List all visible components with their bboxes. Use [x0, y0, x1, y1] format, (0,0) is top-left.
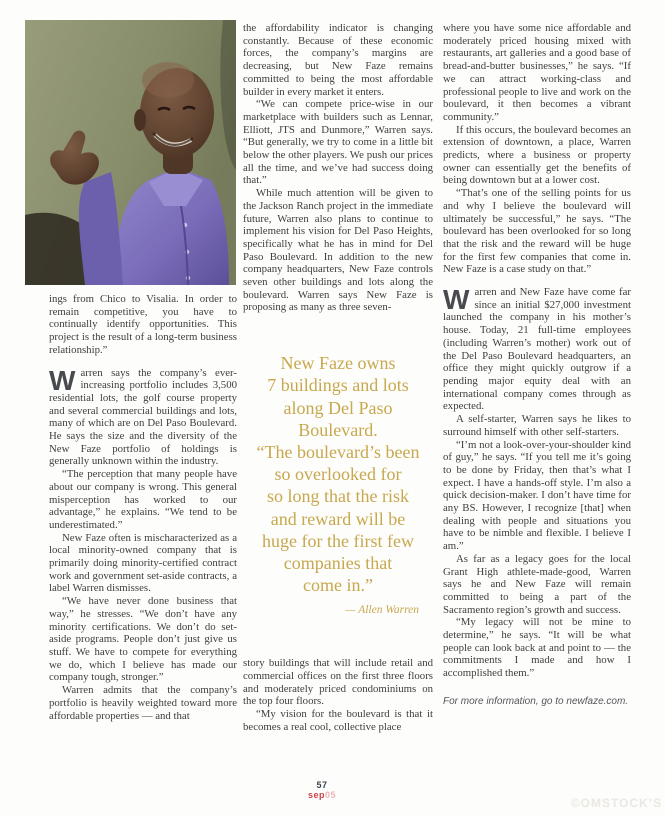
- paragraph: where you have some nice affordable and moderately priced housing mixed with restaurants, art galleries and a good base of bread-and-butter businesses,” he says. “If we can attract working-class and professional people to live and work on the boulevard, it then becomes a vibrant community.”: [443, 22, 631, 123]
- paragraph: Warren admits that the company’s portfolio is heavily weighted toward more affordable properties — and that: [49, 684, 237, 722]
- more-info-note: For more information, go to newfaze.com.: [443, 695, 629, 707]
- paragraph: While much attention will be given to the Jackson Ranch project in the immediate future, Warren also plans to continue to implement his vision for Del Paso Heights, specifically what he has in mind for Del Paso Boulevard. In addition to the new company headquarters, New Faze controls seven other buildings and lots along the boulevard. Warren says New Faze is proposing as many as three seven-: [243, 187, 433, 314]
- paragraph-text: arren says the company’s ever-increasing portfolio includes 3,500 residential lots, the golf course property and several commercial buildings and lots, many of which are on Del Paso Boulevard. He says the size and the diversity of the New Faze portfolio of holdings is generally unknown within the industry.: [49, 366, 237, 468]
- issue-month: sep: [307, 790, 325, 800]
- paragraph: “My vision for the boulevard is that it becomes a real cool, collective place: [243, 707, 433, 733]
- pull-quote-line: so long that the risk: [267, 486, 409, 507]
- pull-quote-line: huge for the first few: [262, 530, 414, 551]
- pull-quote-line: come in.”: [303, 575, 373, 596]
- pull-quote: [243, 352, 433, 596]
- paragraph-dropcap: [49, 364, 237, 469]
- pull-quote-line: so overlooked for: [274, 464, 402, 485]
- paragraph: ings from Chico to Visalia. In order to remain competitive, you have to continually identify opportunities. This project is the result of a long-term business relationship.”: [49, 293, 237, 356]
- pull-quote-line: New Faze owns: [280, 353, 396, 374]
- article-column-2: [243, 22, 433, 733]
- paragraph: “We can compete price-wise in our marketplace with builders such as Lennar, Elliott, JTS and Dunmore,” Warren says. “But generally, we try to come in a little bit below the other players. We push our prices all the time, and we’ve had success doing that.”: [243, 98, 433, 187]
- paragraph: A self-starter, Warren says he likes to surround himself with other self-starters.: [443, 413, 631, 438]
- watermark: ©OMSTOCK’S: [570, 796, 662, 810]
- paragraph: “My legacy will not be mine to determine,” he says. “It will be what people can look back at and point to — the commitments I made and how I accomplished them.”: [443, 616, 631, 680]
- page-footer: [272, 780, 372, 800]
- paragraph-text: arren and New Faze have come far since an initial $27,000 investment launched the company in his mother’s house. Today, 21 full-time employees (including Warren’s mother) work out of the Del Paso Boulevard headquarters, an office they might quickly outgrow if a pending major equity deal with an international company comes through as expected.: [443, 286, 631, 413]
- pull-quote-line: along Del Paso: [283, 397, 393, 418]
- pull-quote-line: companies that: [283, 553, 393, 573]
- article-column-1: [49, 293, 237, 722]
- paragraph: story buildings that will include retail and commercial offices on the first three floors and moderately priced condominiums on the top four floors.: [243, 657, 433, 708]
- dropcap-letter: W: [49, 364, 76, 396]
- head-highlight: [142, 62, 194, 98]
- paragraph: “We have never done business that way,” he stresses. “We don’t have any minority certifications. We don’t do set-aside programs. People don’t just give us stuff. We have to compete for everything we do, which I believe has made our company tough, stronger.”: [49, 595, 237, 684]
- article-column-3: [443, 22, 631, 709]
- issue-date: [272, 790, 372, 800]
- pull-quote-line: and reward will be: [270, 508, 406, 529]
- paragraph: New Faze often is mischaracterized as a local minority-owned company that is primarily doing minority-certified contract work and government set-aside contracts, a label Warren dismisses.: [49, 531, 237, 595]
- issue-year: 05: [325, 790, 337, 800]
- page-number: 57: [316, 780, 328, 790]
- ear: [134, 109, 146, 131]
- paragraph-dropcap: [443, 286, 631, 413]
- paragraph: “That’s one of the selling points for us and why I believe the boulevard will ultimately be successful,” he says. “The boulevard has been overlooked for so long that the risk and the reward will be huge for the first few companies that come in. New Faze is a case study on that.”: [443, 187, 631, 276]
- paragraph: “The perception that many people have about our company is wrong. This general misperception has worked to our advantage,” he explains. “We tend to be underestimated.”: [49, 468, 237, 531]
- paragraph: As far as a legacy goes for the local Grant High athlete-made-good, Warren says he and New Faze will remain committed to being a part of the Sacramento region’s growth and success.: [443, 552, 631, 616]
- portrait-photo: [25, 20, 236, 285]
- paragraph: “I’m not a look-over-your-shoulder kind of guy,” he says. “If you tell me it’s going to be done by Friday, then that’s what I expect. I have a hands-off style. I’m also a quick decision-maker. I don’t have time for any BS. However, I recognize [that] when dealing with people and situations you have to be nimble and flexible. I believe I am.”: [443, 438, 631, 553]
- dropcap-letter: W: [443, 284, 470, 316]
- pull-quote-line: Boulevard.: [298, 419, 378, 440]
- pull-quote-line: 7 buildings and lots: [267, 375, 409, 396]
- pull-quote-attribution: — Allen Warren: [345, 604, 419, 617]
- paragraph: the affordability indicator is changing constantly. Because of these economic forces, the company’s margins are decreasing, but New Faze remains committed to being the most affordable builder in every market it enters.: [243, 22, 433, 98]
- paragraph: If this occurs, the boulevard becomes an extension of downtown, a place, Warren predicts, where a business or property owner can essentially get the benefits of being downtown but at a lower cost.: [443, 123, 631, 187]
- pull-quote-line: “The boulevard’s been: [256, 441, 420, 462]
